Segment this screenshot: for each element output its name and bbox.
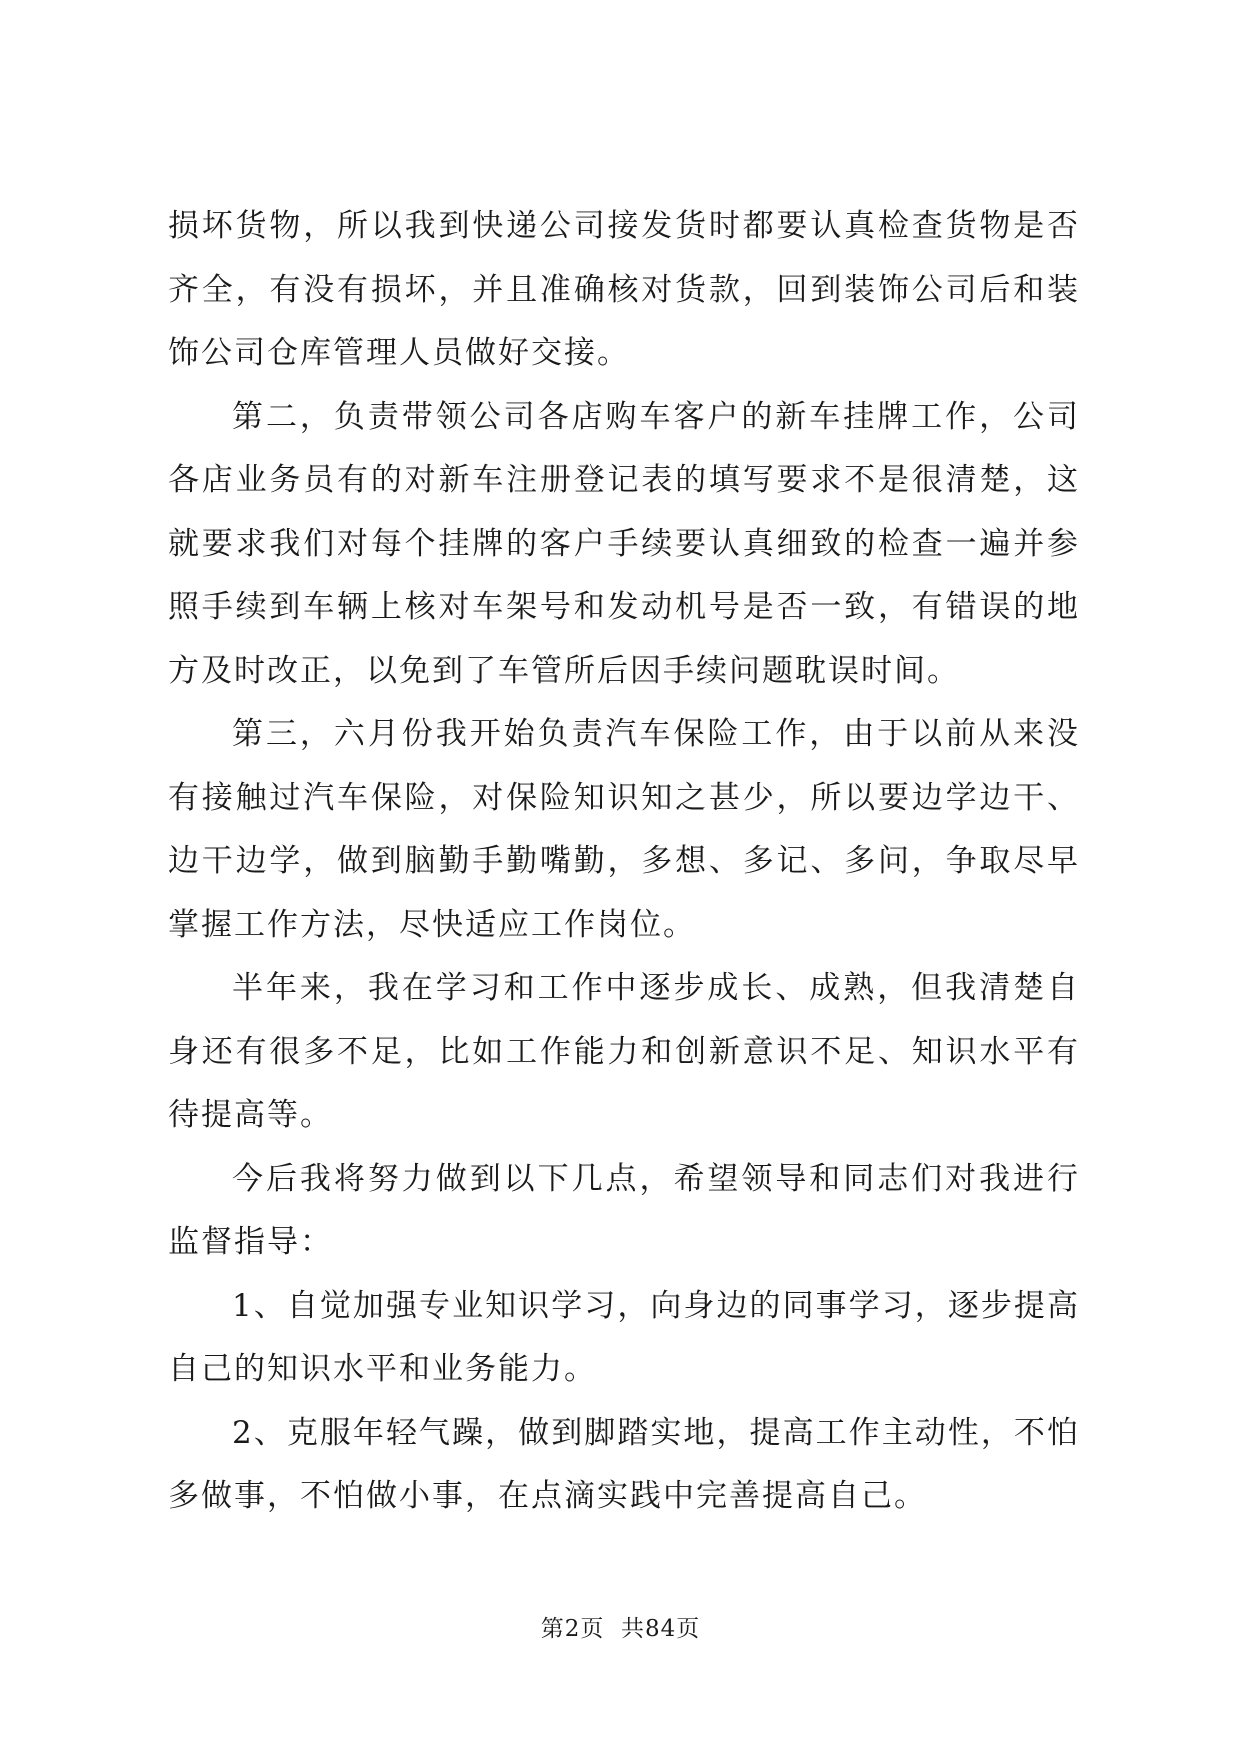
paragraph-half-year-summary: 半年来，我在学习和工作中逐步成长、成熟，但我清楚自身还有很多不足，比如工作能力和创新意识不足、知识水平有待提高等。 — [168, 970, 1080, 1133]
total-suffix: 页 — [676, 1616, 701, 1642]
paragraph-third-item: 第三，六月份我开始负责汽车保险工作，由于以前从来没有接触过汽车保险，对保险知识知之甚少，所以要边学边干、边干边学，做到脑勤手勤嘴勤，多想、多记、多问，争取尽早掌握工作方法，尽快适应工作岗位。 — [168, 716, 1080, 943]
page-number: 2 — [564, 1616, 581, 1642]
paragraph-continuation: 损坏货物，所以我到快递公司接发货时都要认真检查货物是否齐全，有没有损坏，并且准确核对货款，回到装饰公司后和装饰公司仓库管理人员做好交接。 — [168, 208, 1080, 371]
paragraph-second-item: 第二，负责带领公司各店购车客户的新车挂牌工作，公司各店业务员有的对新车注册登记表的填写要求不是很清楚，这就要求我们对每个挂牌的客户手续要认真细致的检查一遍并参照手续到车辆上核对车架号和发动机号是否一致，有错误的地方及时改正，以免到了车管所后因手续问题耽误时间。 — [168, 398, 1080, 689]
total-prefix: 共 — [620, 1616, 645, 1642]
page-prefix: 第 — [540, 1616, 565, 1642]
paragraph-plan-item-1: 1、自觉加强专业知识学习，向身边的同事学习，逐步提高自己的知识水平和业务能力。 — [168, 1287, 1080, 1387]
total-pages: 84 — [644, 1616, 677, 1642]
paragraph-plan-item-2: 2、克服年轻气躁，做到脚踏实地，提高工作主动性，不怕多做事，不怕做小事，在点滴实践中完善提高自己。 — [168, 1414, 1080, 1514]
page-suffix: 页 — [580, 1616, 605, 1642]
page-footer — [0, 1614, 1241, 1644]
paragraph-future-plan-intro: 今后我将努力做到以下几点，希望领导和同志们对我进行监督指导： — [168, 1160, 1080, 1260]
document-body — [168, 195, 1080, 1529]
